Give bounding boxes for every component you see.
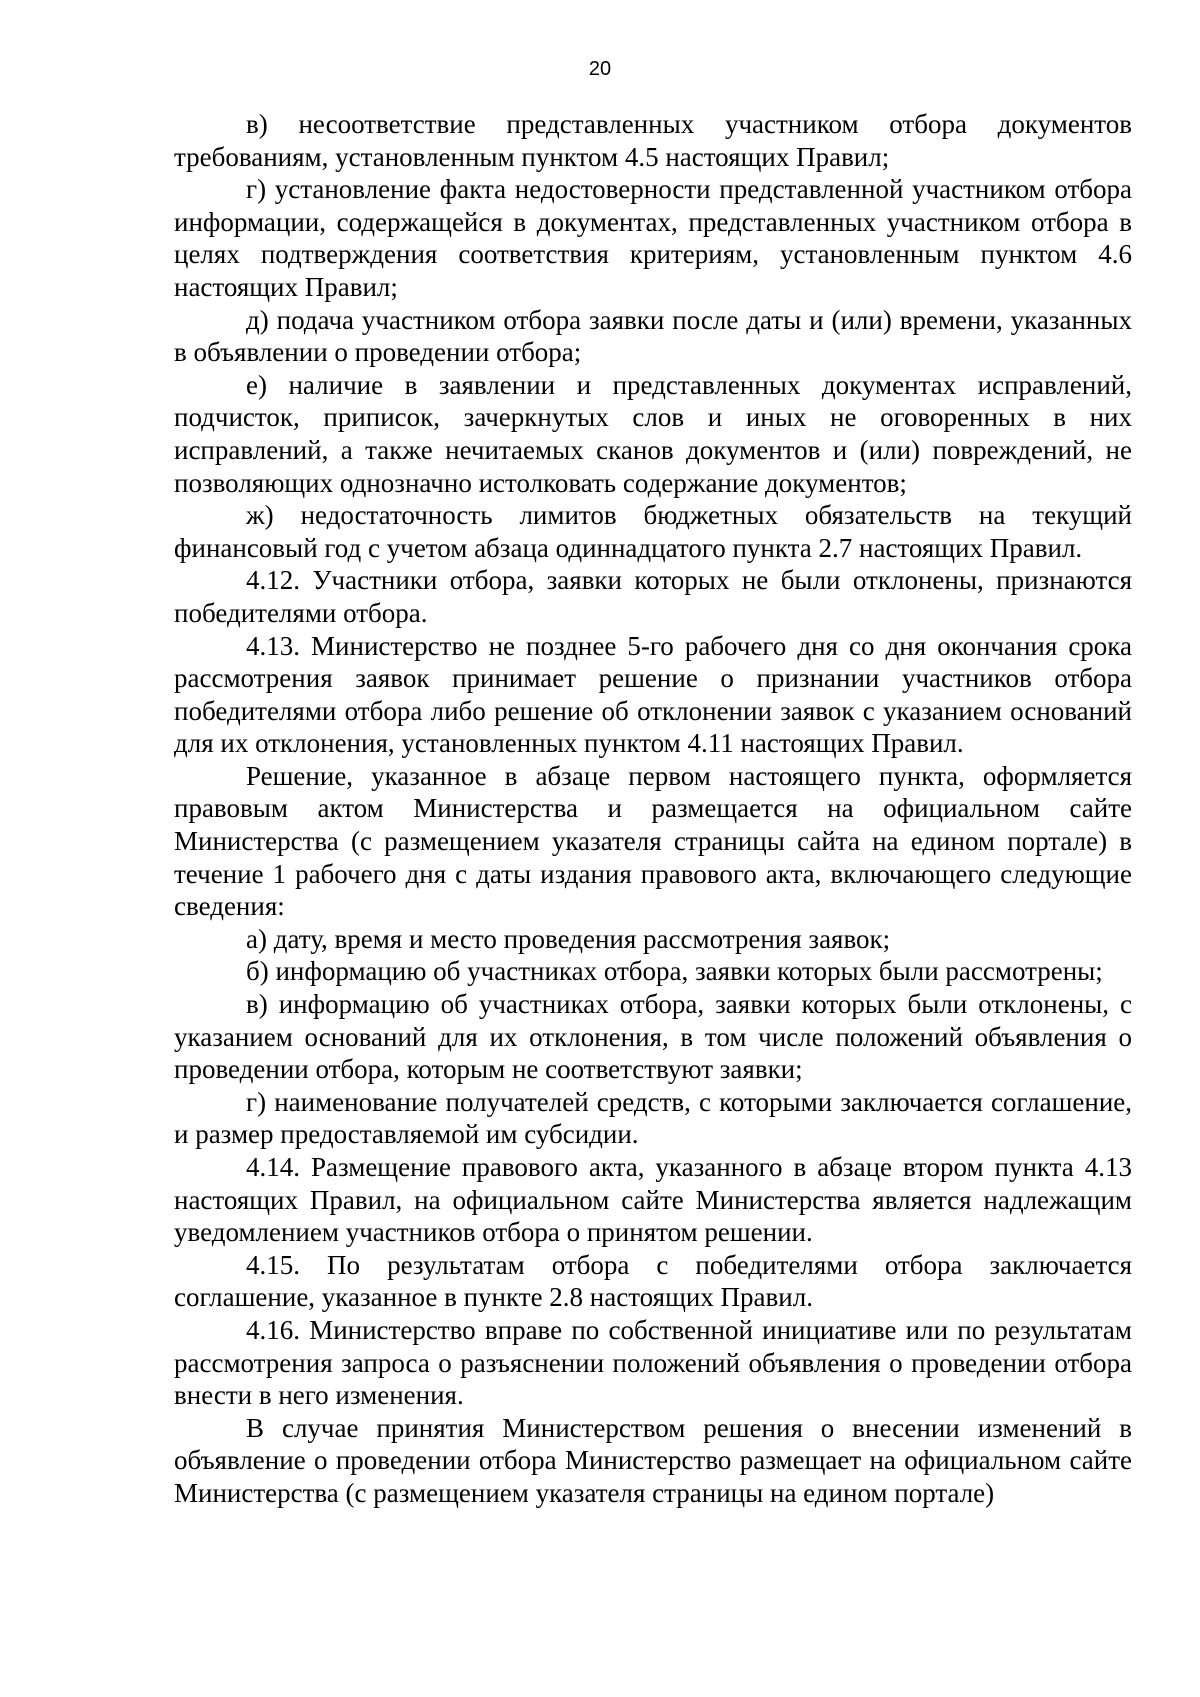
document-body — [174, 108, 1132, 1510]
paragraph-4-12: 4.12. Участники отбора, заявки которых не были отклонены, признаются победителями отбора. — [174, 565, 1132, 628]
paragraph-changes: В случае принятия Министерством решения о внесении изменений в объявление о проведении отбора Министерство размещает на официальном сайте Министерства (с размещением указателя страницы на едином портале) — [174, 1412, 1132, 1508]
paragraph-4-15: 4.15. По результатам отбора с победителями отбора заключается соглашение, указанное в пункте 2.8 настоящих Правил. — [174, 1249, 1132, 1313]
paragraph-item-g2: г) наименование получателей средств, с которыми заключается соглашение, и размер предоставляемой им субсидии. — [174, 1086, 1132, 1150]
paragraph-item-v: в) несоответствие представленных участником отбора документов требованиям, установленным пунктом 4.5 настоящих Правил; — [174, 109, 1132, 172]
paragraph-item-zh: ж) недостаточность лимитов бюджетных обязательств на текущий финансовый год с учетом абзаца одиннадцатого пункта 2.7 настоящих Правил. — [174, 500, 1132, 563]
paragraph-decision: Решение, указанное в абзаце первом настоящего пункта, оформляется правовым актом Министерства и размещается на официальном сайте Министерства (с размещением указателя страницы сайта на едином портале) в течение 1 рабочего дня с даты издания правового акта, включающего следующие сведения: — [174, 760, 1132, 922]
paragraph-item-d: д) подача участником отбора заявки после даты и (или) времени, указанных в объявлении о проведении отбора; — [174, 304, 1132, 368]
paragraph-item-g: г) установление факта недостоверности представленной участником отбора информации, содержащейся в документах, представленных участником отбора в целях подтверждения соответствия критериям, установленным пунктом 4.6 настоящих Правил; — [174, 174, 1132, 302]
paragraph-4-13: 4.13. Министерство не позднее 5-го рабочего дня со дня окончания срока рассмотрения заявок принимает решение о признании участников отбора победителями отбора либо решение об отклонении заявок с указанием оснований для их отклонения, установленных пунктом 4.11 настоящих Правил. — [174, 630, 1132, 759]
page-number: 20 — [588, 58, 612, 80]
paragraph-item-b: б) информацию об участниках отбора, заявки которых были рассмотрены; — [246, 956, 1103, 987]
paragraph-item-v2: в) информацию об участниках отбора, заявки которых были отклонены, с указанием оснований для их отклонения, в том числе положений объявления о проведении отбора, которым не соответствуют заявки; — [174, 989, 1132, 1085]
paragraph-4-14: 4.14. Размещение правового акта, указанного в абзаце втором пункта 4.13 настоящих Правил, на официальном сайте Министерства является надлежащим уведомлением участников отбора о принятом решении. — [174, 1152, 1132, 1248]
paragraph-item-e: е) наличие в заявлении и представленных документах исправлений, подчисток, приписок, зачеркнутых слов и иных не оговоренных в них исправлений, а также нечитаемых сканов документов и (или) повреждений, не позволяющих однозначно истолковать содержание документов; — [174, 369, 1132, 498]
paragraph-4-16: 4.16. Министерство вправе по собственной инициативе или по результатам рассмотрения запроса о разъяснении положений объявления о проведении отбора внести в него изменения. — [174, 1314, 1132, 1411]
paragraph-item-a: а) дату, время и место проведения рассмотрения заявок; — [246, 923, 891, 954]
